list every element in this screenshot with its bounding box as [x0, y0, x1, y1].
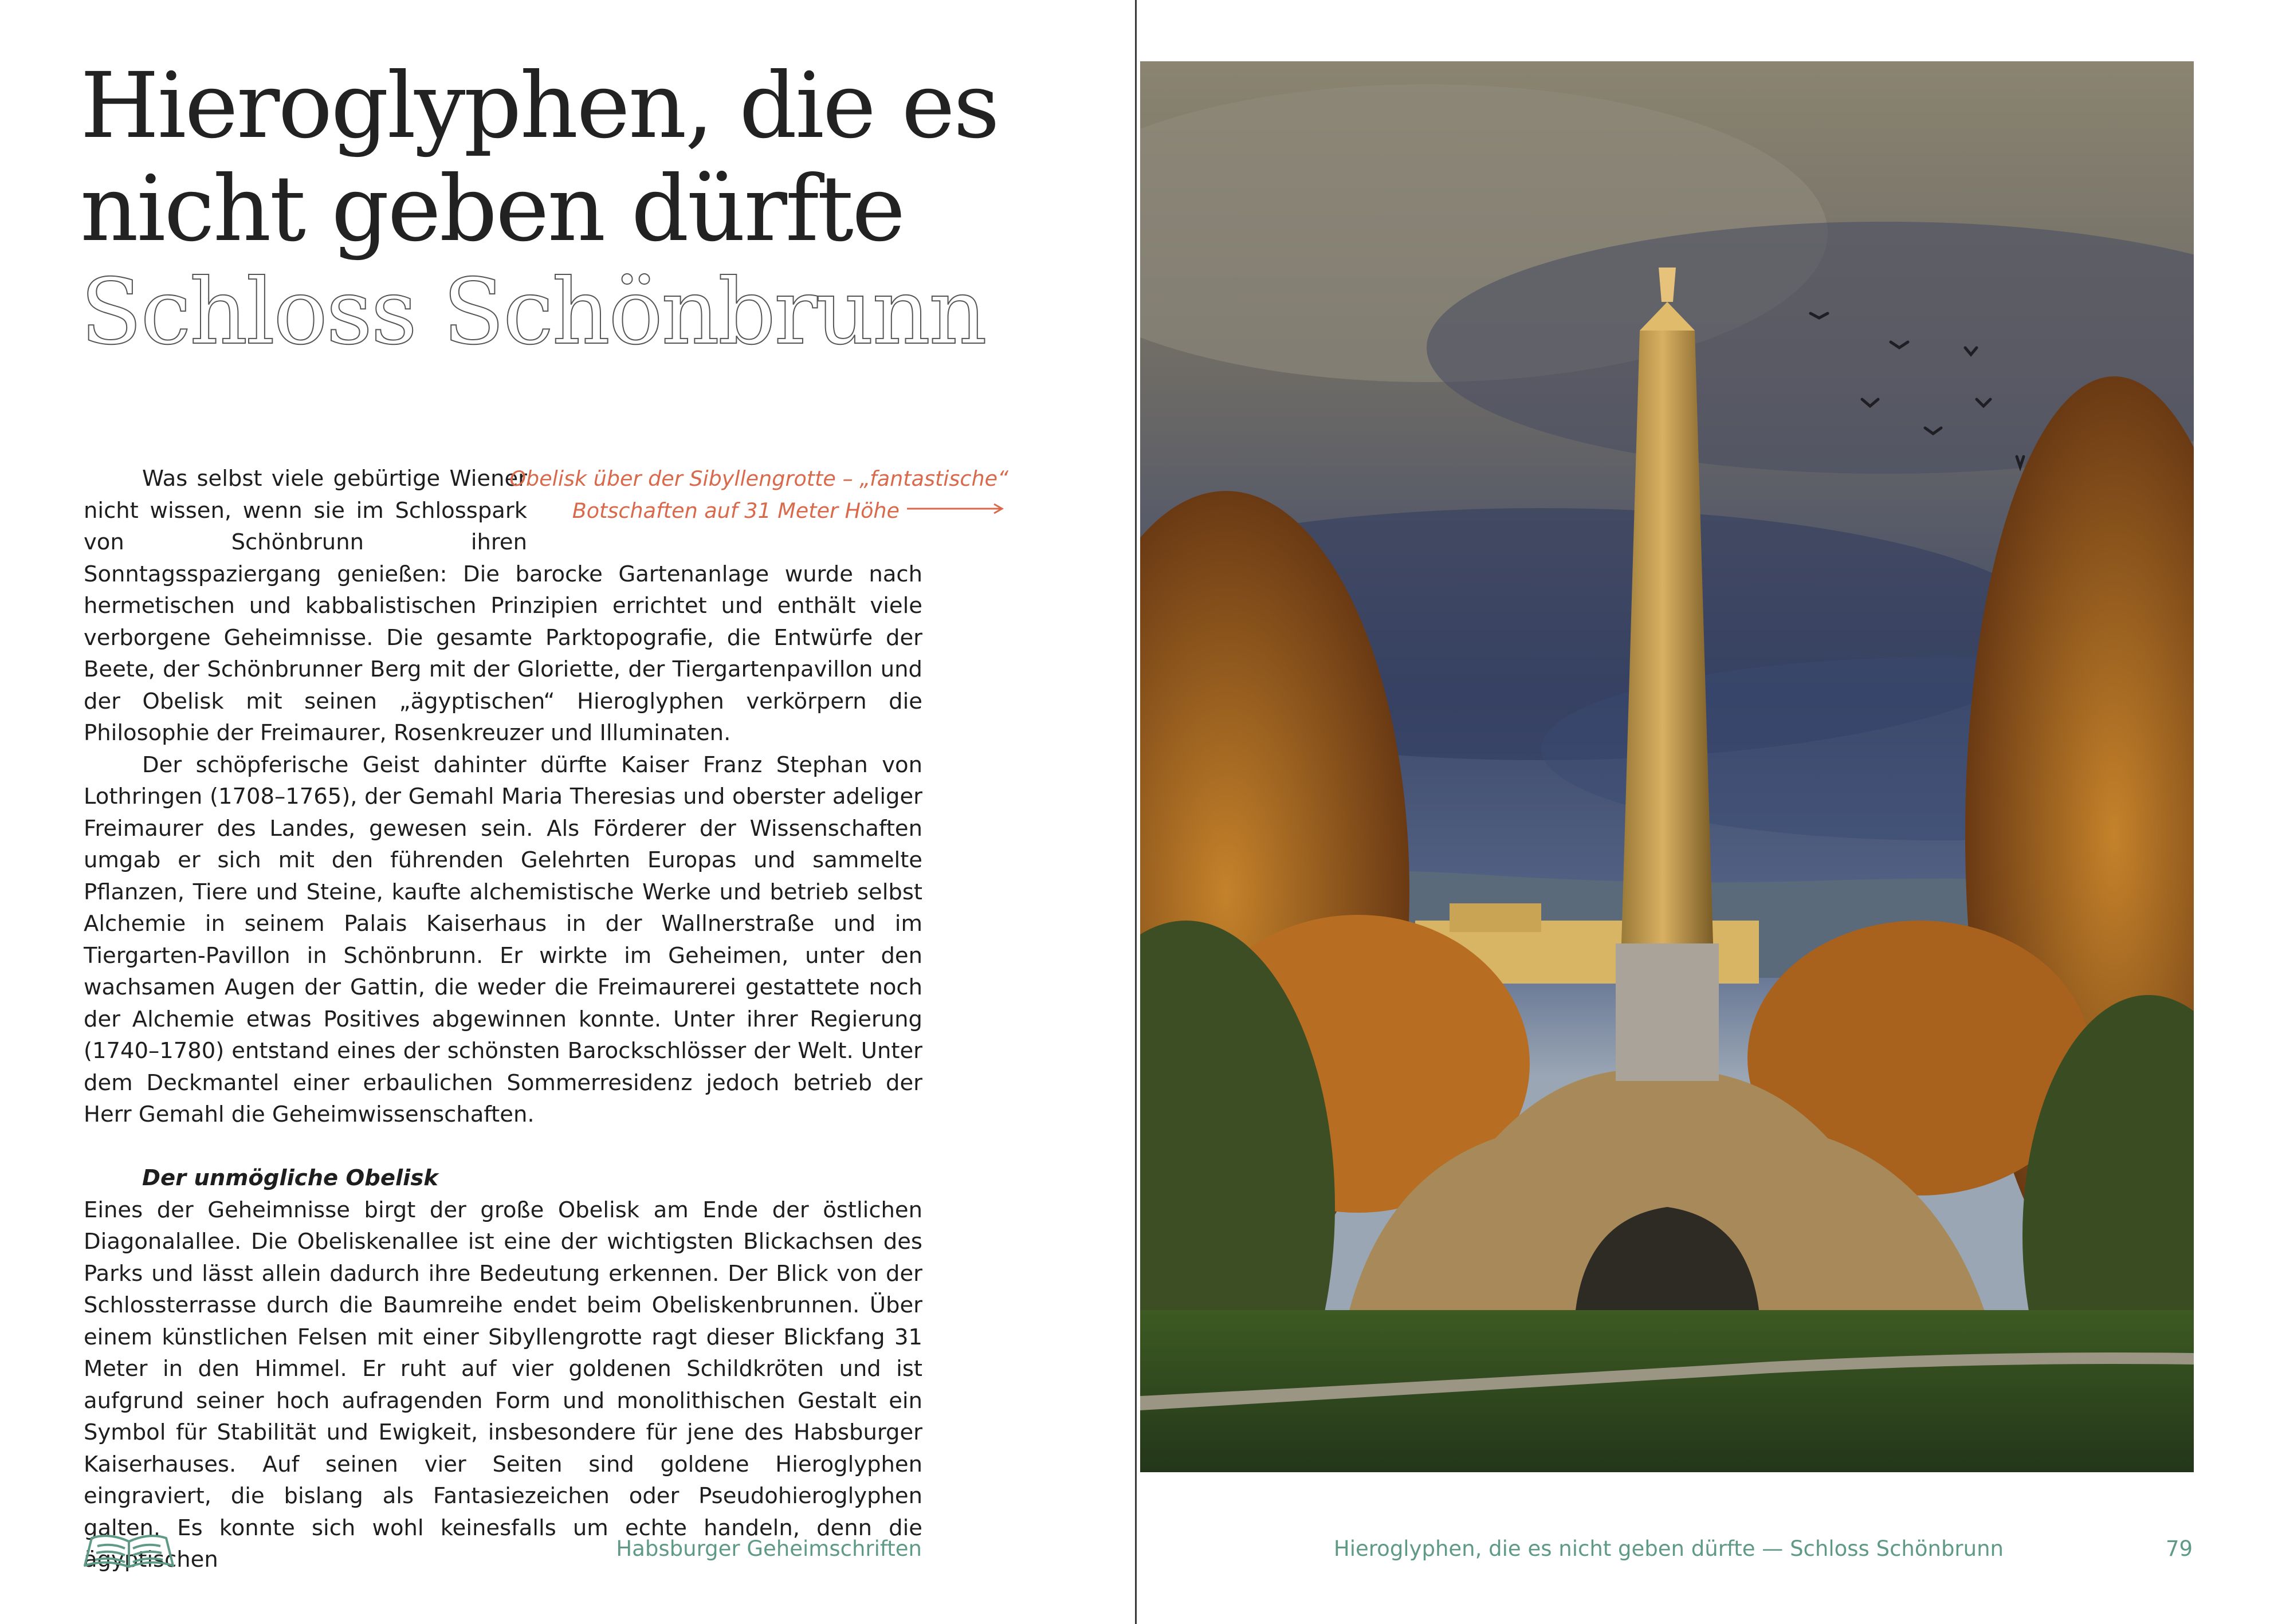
caption-arrow-icon: [907, 503, 1004, 514]
paragraph-3: Eines der Geheimnisse birgt der große Obelisk am Ende der östlichen Diagonalallee. Die Obeliskenallee ist eine der wichtigsten Blickachsen des Parks und lässt allein dadurch ihre Bedeutung erkennen. Der Blick von der Schlossterrasse durch die Baumreihe endet beim Obeliskenbrunnen. Über einem künstlichen Felsen mit einer Sibyllengrotte ragt dieser Blickfang 31 Meter in den Himmel. Er ruht auf vier goldenen Schildkröten und ist aufgrund seiner hoch aufragenden Form und monolithischen Gestalt ein Symbol für Stabilität und Ewigkeit, insbesondere für jene des Habsburger Kaiserhauses. Auf seinen vier Seiten sind goldene Hieroglyphen eingraviert, die bislang als Fantasiezeichen oder Pseudohieroglyphen galten. Es konnte sich wohl keinesfalls um echte handeln, denn die ägyptischen: [84, 1197, 922, 1572]
title-line-1: Hieroglyphen, die es: [80, 53, 999, 159]
paragraph-2: Der schöpferische Geist dahinter dürfte Kaiser Franz Stephan von Lothringen (1708–1765), der Gemahl Maria Theresias und oberster adeliger Freimaurer des Landes, gewesen sein. Als Förderer der Wissenschaften umgab er sich mit den führenden Gelehrten Europas und sammelte Pflanzen, Tiere und Steine, kaufte alchemistische Werke und betrieb selbst Alchemie in seinem Palais Kaiserhaus in der Wallnerstraße und im Tiergarten-Pavillon in Schönbrunn. Er wirkte im Geheimen, unter den wachsamen Augen der Gattin, die weder die Freimaurerei gestattete noch der Alchemie etwas Positives abgewinnen konnte. Unter ihrer Regierung (1740–1780) entstand eines der schönsten Barockschlösser der Welt. Unter dem Deckmantel einer erbaulichen Sommerresidenz jedoch betrieb der Herr Gemahl die Geheimwissenschaften.: [84, 752, 922, 1127]
page-number: 79: [2166, 1536, 2193, 1561]
title-line-2: nicht geben dürfte: [80, 156, 904, 262]
open-book-icon: [80, 1527, 178, 1572]
running-footer-left: Habsburger Geheimschriften: [616, 1536, 922, 1561]
title-subtitle: Schloss Schönbrunn: [80, 259, 985, 365]
obelisk-photo: [1140, 61, 2194, 1472]
chapter-title: [80, 54, 998, 364]
paragraph-1: Was selbst viele gebürtige Wiener nicht wissen, wenn sie im Schlosspark von Schönbrunn ihren Sonntagsspaziergang genießen: Die barocke Gartenanlage wurde nach hermetischen und kabbalistischen Prinzipien errichtet und enthält viele verborgene Geheimnisse. Die gesamte Parktopografie, die Entwürfe der Beete, der Schönbrunner Berg mit der Gloriette, der Tiergartenpavillon und der Obelisk mit seinen „ägyptischen“ Hieroglyphen verkörpern die Philosophie der Freimaurer, Rosenkreuzer und Illuminaten.: [84, 466, 922, 746]
photo-caption: [504, 463, 1008, 526]
section-subheading: Der unmögliche Obelisk: [142, 1165, 438, 1191]
body-text: [84, 463, 922, 1576]
running-footer-right: Hieroglyphen, die es nicht geben dürfte — Schloss Schönbrunn: [1333, 1536, 2004, 1561]
caption-line-2: Botschaften auf 31 Meter Höhe: [572, 498, 900, 523]
caption-line-1: Obelisk über der Sibyllengrotte – „fantastische“: [509, 466, 1008, 491]
page-gutter: [1135, 0, 1137, 1624]
